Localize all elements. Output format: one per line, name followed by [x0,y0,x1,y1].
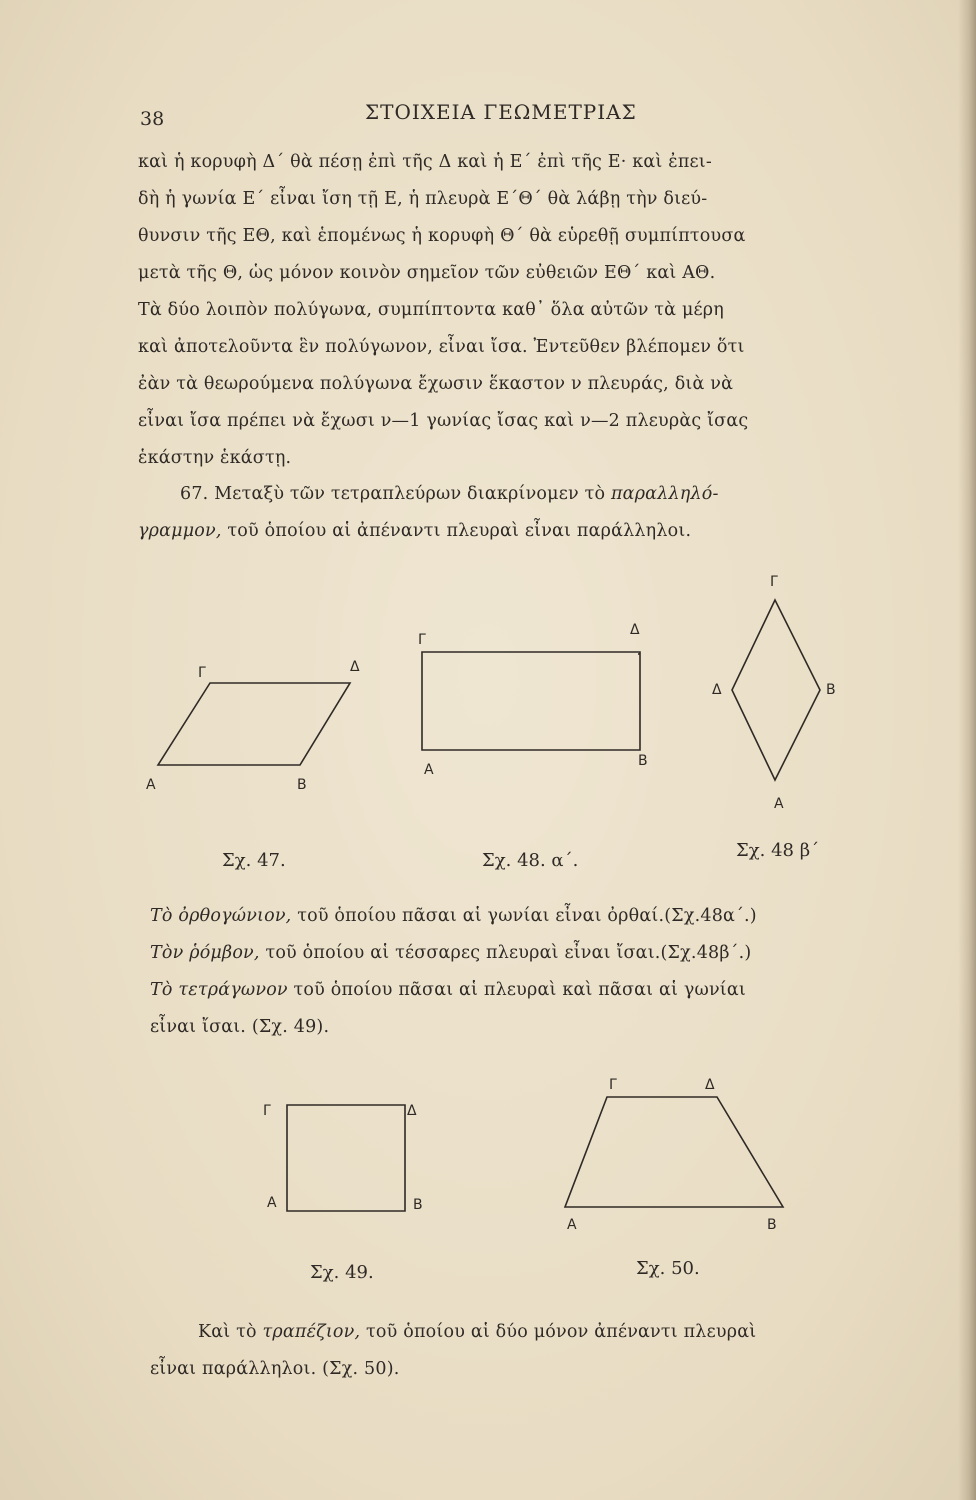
vertex-label: Γ [418,632,426,648]
text-line: Τὰ δύο λοιπὸν πολύγωνα, συμπίπτοντα καθ᾿ ὅλα αὐτῶν τὰ μέρη [138,300,724,320]
vertex-label: Δ [350,659,360,675]
figure-48b-rhombus [700,570,890,810]
closing-line-2: εἶναι παράλληλοι. (Σχ. 50). [150,1359,400,1379]
definition-text: τοῦ ὁποίου πᾶσαι αἱ πλευραὶ καὶ πᾶσαι αἱ γωνίαι [293,980,746,1000]
vertex-label: Δ [407,1103,417,1119]
text-line: ἐὰν τὰ θεωρούμενα πολύγωνα ἔχωσιν ἕκαστον ν πλευράς, διὰ νὰ [138,374,734,394]
vertex-label: Β [767,1217,777,1233]
figure-50-trapezoid [555,1075,805,1235]
vertex-label: Β [638,753,648,769]
vertex-label: Α [567,1217,577,1233]
text-line: καὶ ἡ κορυφὴ Δ΄ θὰ πέσῃ ἐπὶ τῆς Δ καὶ ἡ Ε΄ ἐπὶ τῆς Ε· καὶ ἐπει- [138,152,712,172]
term-parallelogram-end: γραμμον, [138,521,222,541]
vertex-label: Δ [705,1077,715,1093]
vertex-label: Γ [770,574,778,590]
section-67-text: 67. Μεταξὺ τῶν τετραπλεύρων διακρίνομεν τὸ [180,484,606,504]
rhombus-shape [732,600,820,780]
square-shape [287,1105,405,1211]
term-trapezoid: τραπέζιον, [262,1322,361,1342]
vertex-label: Α [267,1195,277,1211]
rectangle-shape [422,652,640,750]
vertex-label: Β [413,1197,423,1213]
text-line: θυνσιν τῆς ΕΘ, καὶ ἑπομένως ἡ κορυφὴ Θ΄ θὰ εὑρεθῇ συμπίπτουσα [138,226,746,246]
vertex-label: Β [297,777,307,793]
caption-figure-48b: Σχ. 48 β΄ [736,840,820,861]
term-rhombus: Τὸν ῥόμβον, [150,943,260,963]
term-square: Τὸ τετράγωνον [150,980,288,1000]
definition-rhombus [150,943,751,963]
definition-text: τοῦ ὁποίου αἱ τέσσαρες πλευραὶ εἶναι ἴσαι.(Σχ.48β΄.) [265,943,752,963]
page-edge-shadow [958,0,976,1500]
caption-figure-49: Σχ. 49. [310,1262,374,1283]
parallelogram-shape [158,683,350,765]
vertex-label: Α [424,762,434,778]
text-line: δὴ ἡ γωνία Ε΄ εἶναι ἴση τῇ Ε, ἡ πλευρὰ Ε΄Θ΄ θὰ λάβῃ τὴν διεύ- [138,189,708,209]
text-line: καὶ ἀποτελοῦντα ἓν πολύγωνον, εἶναι ἴσα. Ἐντεῦθεν βλέπομεν ὅτι [138,337,745,357]
vertex-label: Δ [712,682,722,698]
definition-text: τοῦ ὁποίου πᾶσαι αἱ γωνίαι εἶναι ὀρθαί.(Σχ.48α΄.) [297,906,757,926]
term-rectangle: Τὸ ὀρθογώνιον, [150,906,292,926]
trapezoid-shape [565,1097,783,1207]
vertex-label: Γ [198,665,206,681]
running-head: ΣΤΟΙΧΕΙΑ ΓΕΩΜΕΤΡΙΑΣ [365,100,637,124]
section-67-line-2 [138,521,691,541]
vertex-label: Γ [263,1103,271,1119]
text-line: ἑκάστην ἑκάστῃ. [138,448,292,468]
vertex-label: Γ [609,1077,617,1093]
vertex-label: Α [774,796,784,812]
vertex-label: Δ [630,622,640,638]
figure-48a-rectangle [410,620,660,778]
text-line: εἶναι ἴσα πρέπει νὰ ἔχωσι ν—1 γωνίας ἴσας καὶ ν—2 πλευρὰς ἴσας [138,411,749,431]
section-67-text: τοῦ ὁποίου αἱ ἀπέναντι πλευραὶ εἶναι παράλληλοι. [227,521,692,541]
figure-47-parallelogram [140,655,380,795]
definition-rectangle [150,906,757,926]
closing-text: Καὶ τὸ [198,1322,257,1342]
caption-figure-48a: Σχ. 48. α΄. [482,850,579,871]
definition-square [150,980,746,1000]
section-67-line-1 [180,484,719,504]
figure-49-square [255,1085,445,1225]
vertex-label: Α [146,777,156,793]
page-number: 38 [140,108,165,130]
caption-figure-50: Σχ. 50. [636,1258,700,1279]
caption-figure-47: Σχ. 47. [222,850,286,871]
vertex-label: Β [826,682,836,698]
definition-square-cont: εἶναι ἴσαι. (Σχ. 49). [150,1017,330,1037]
closing-line-1 [198,1322,756,1342]
closing-text: τοῦ ὁποίου αἱ δύο μόνον ἀπέναντι πλευραὶ [366,1322,757,1342]
term-parallelogram: παραλληλό- [610,484,719,504]
text-line: μετὰ τῆς Θ, ὡς μόνον κοινὸν σημεῖον τῶν εὐθειῶν ΕΘ΄ καὶ ΑΘ. [138,263,716,283]
